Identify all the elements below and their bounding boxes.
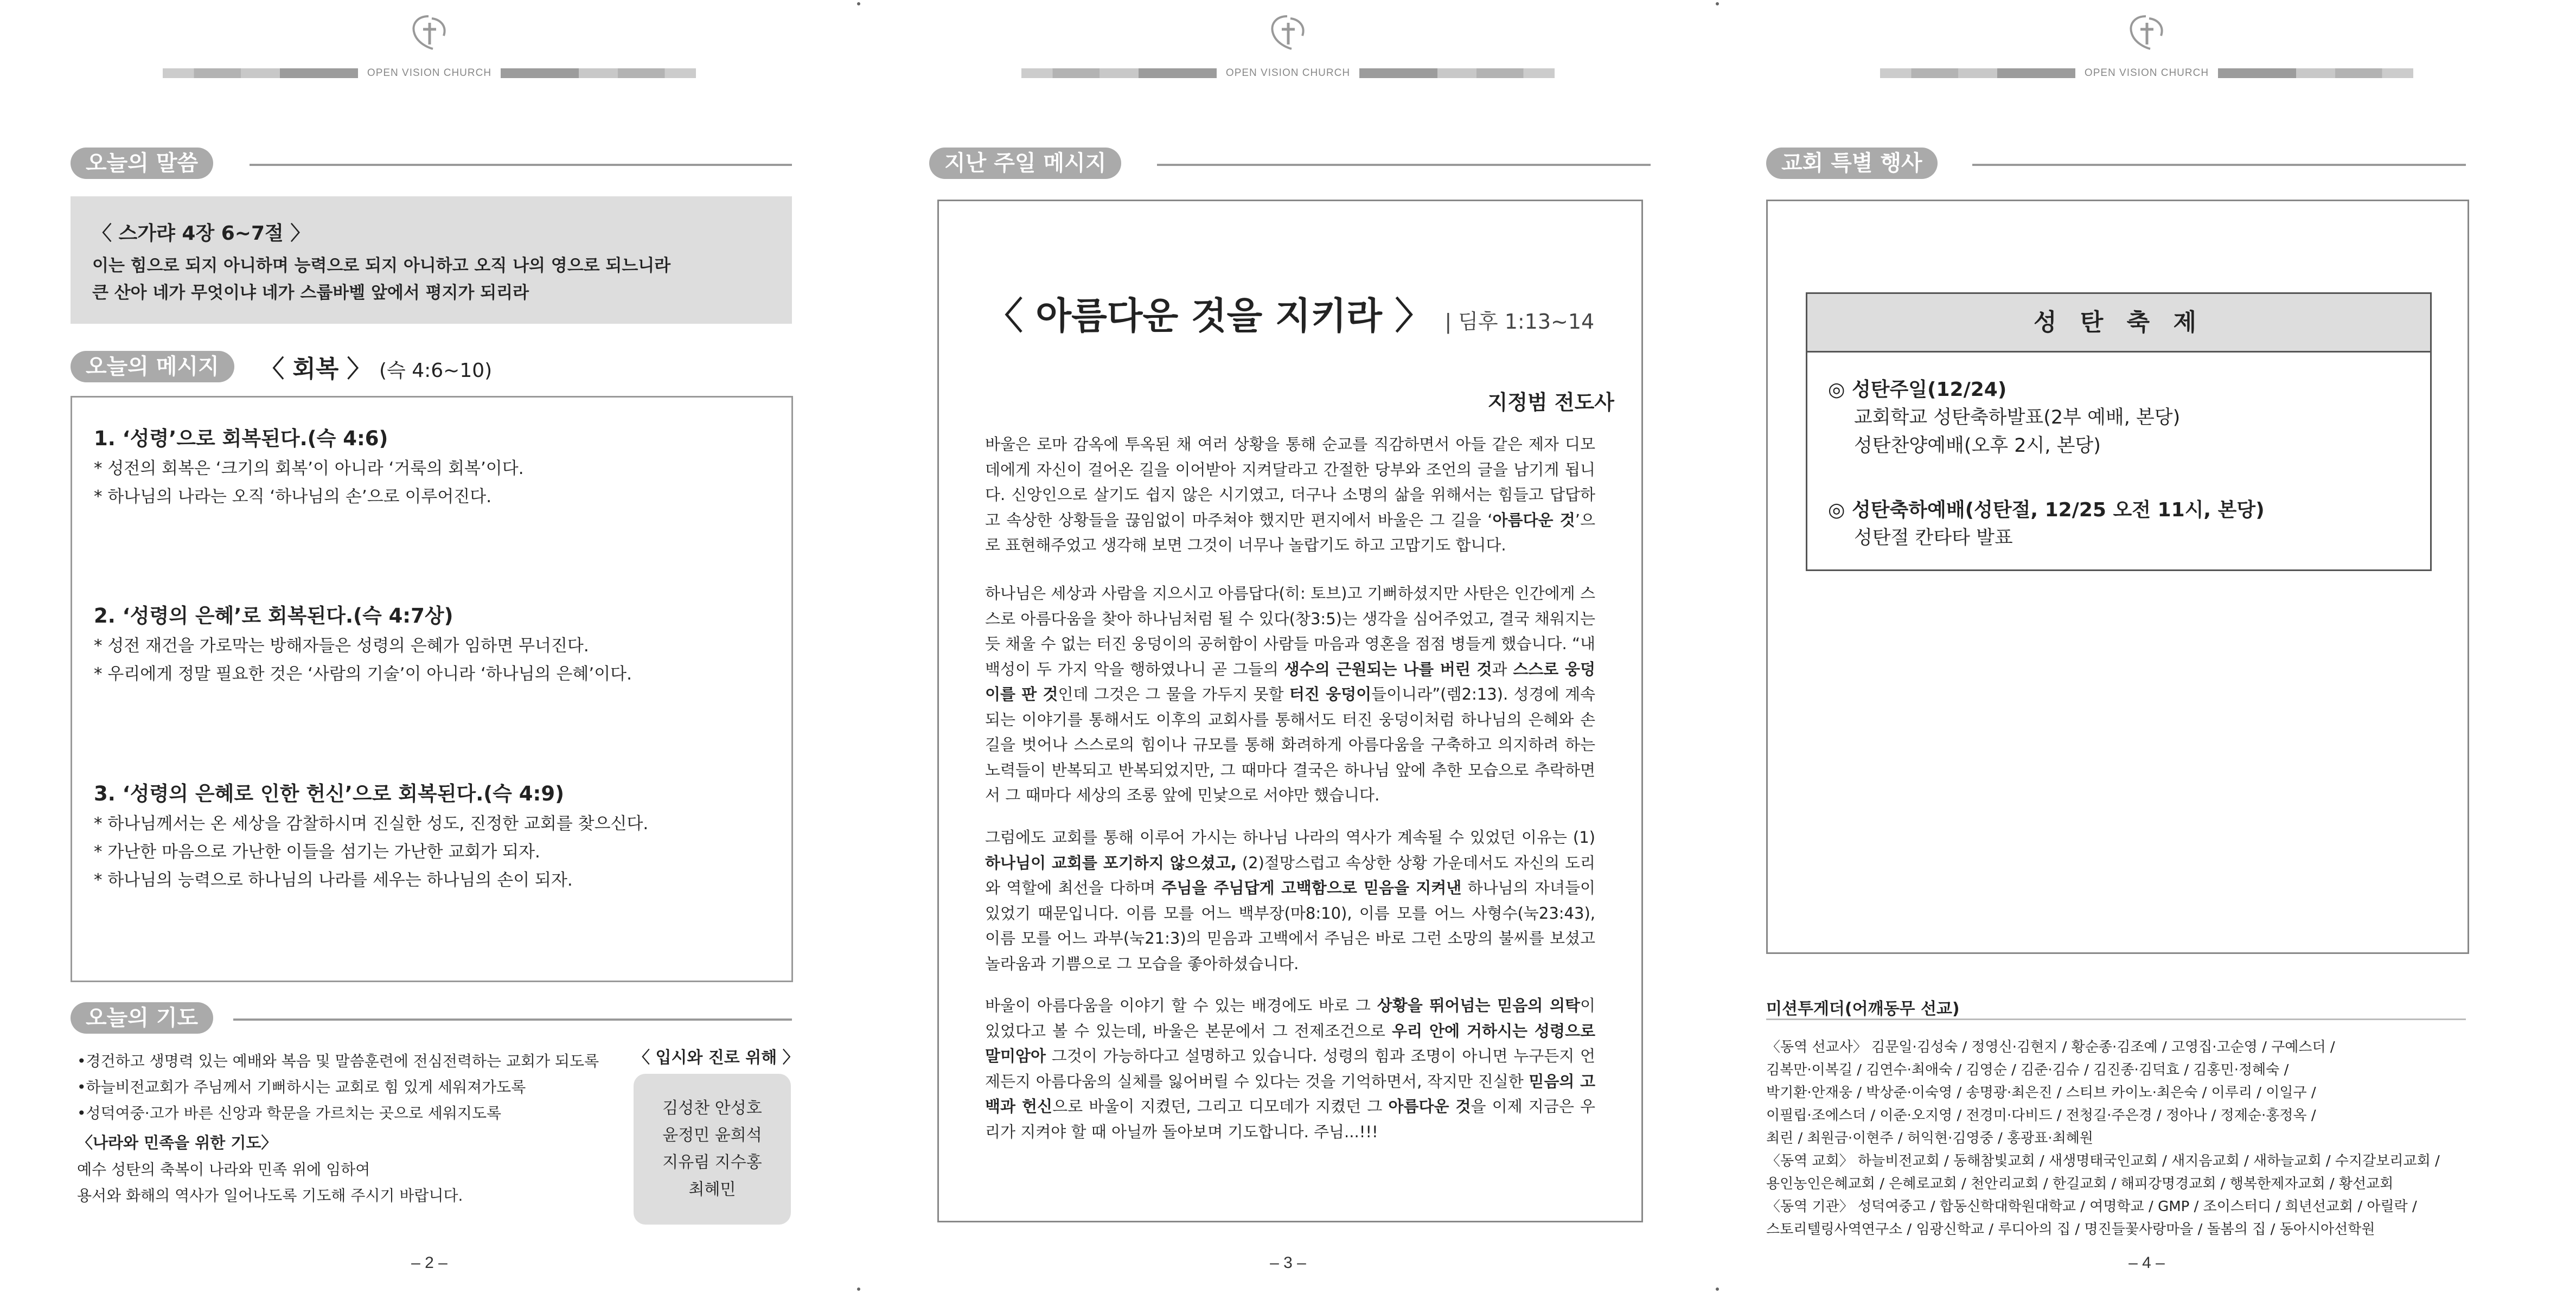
section-title: 오늘의 말씀 — [71, 148, 213, 179]
section-title: 지난 주일 메시지 — [929, 148, 1121, 179]
name-line: 윤정민 윤희석 — [662, 1126, 762, 1145]
point-bullet: * 성전 재건을 가로막는 방해자들은 성령의 은혜가 임하면 무너진다. — [94, 636, 589, 656]
christmas-event-card — [1806, 292, 2432, 571]
mission-line: 김복만·이복길 / 김연수·최애숙 / 김영순 / 김준·김슈 / 김진종·김덕효 / 김홍민·정혜숙 / — [1766, 1062, 2289, 1078]
prayer-item: •하늘비전교회가 주님께서 기뻐하시는 교회로 힘 있게 세워져가도록 — [77, 1078, 526, 1096]
point-bullet: * 하나님의 나라는 오직 ‘하나님의 손’으로 이루어진다. — [94, 487, 492, 507]
verse-reference: 〈 스가랴 4장 6~7절 〉 — [92, 222, 310, 245]
page-3 — [859, 0, 1717, 1294]
prayer-item: •성덕여중·고가 바른 신앙과 학문을 가르치는 곳으로 세워지도록 — [77, 1104, 502, 1122]
church-name: OPEN VISION CHURCH — [367, 67, 492, 79]
sermon-paragraph: 하나님은 세상과 사람을 지으시고 아름답다(히: 토브)고 기뻐하셨지만 사탄은 인간에게 스스로 아름다움을 찾아 하나님처럼 될 수 있다(창3:5)는 생각을 심어주었고, 결국 채워지는 듯 채울 수 없는 터진 웅덩이의 공허함이 사람들 마음과 영혼을 점점 병들게 했습니다. “내 백성이 두 가지 악을 행하였나니 곧 그들의 생수의 근원되는 나를 버린 것과 스스로 웅덩이를 판 것인데 그것은 그 물을 가두지 못할 터진 웅덩이들이니라”(렘2:13). 성경에 계속되는 이야기를 통해서도 이후의 교회사를 통해서도 터진 웅덩이처럼 하나님의 은혜와 손길을 벗어나 스스로의 힘이나 규모를 통해 화려하게 아름다움을 구축하고 의지하려 하는 노력들이 반복되고 반복되었지만, 그 때마다 결국은 하나님 앞에 추한 모습으로 추락하면서 그 때마다 세상의 조롱 앞에 민낯으로 서야만 했습니다. — [985, 584, 1596, 804]
event-item-line: 교회학교 성탄축하발표(2부 예배, 본당) — [1854, 407, 2181, 428]
section-header-last-message — [929, 148, 1651, 179]
mission-line: 〈동역 교회〉 하늘비전교회 / 동해참빛교회 / 새생명태국인교회 / 새지음교회 / 새하늘교회 / 수지갈보리교회 / — [1766, 1153, 2440, 1169]
section-header-message — [71, 351, 250, 382]
section-header-prayer — [71, 1002, 792, 1034]
mission-line: 이필립·조에스더 / 이준·오지영 / 전경미·다비드 / 전청길·주은경 / 정아나 / 정제순·홍정옥 / — [1766, 1107, 2316, 1124]
event-item-line: 성탄절 칸타타 발표 — [1854, 527, 2013, 549]
entrance-prayer-title: 〈 입시와 진로 위해 〉 — [634, 1048, 799, 1067]
mission-divider — [1766, 1018, 2466, 1020]
verse-box — [71, 196, 792, 324]
point-bullet: * 성전의 회복은 ‘크기의 회복’이 아니라 ‘거룩의 회복’이다. — [94, 459, 524, 478]
name-line: 지유림 지수홍 — [662, 1153, 762, 1172]
point-bullet: * 하나님께서는 온 세상을 감찰하시며 진실한 성도, 진정한 교회를 찾으신다. — [94, 814, 649, 834]
page-2 — [0, 0, 859, 1294]
page-number: – 4 – — [2128, 1254, 2165, 1272]
point-title: 1. ‘성령’으로 회복된다.(슥 4:6) — [94, 427, 388, 450]
entrance-names-box — [634, 1074, 791, 1225]
name-line: 김성찬 안성호 — [662, 1099, 762, 1118]
point-bullet: * 하나님의 능력으로 하나님의 나라를 세우는 하나님의 손이 되자. — [94, 870, 573, 890]
prayer-item: •경건하고 생명력 있는 예배와 복음 및 말씀훈련에 전심전력하는 교회가 되도록 — [77, 1052, 599, 1070]
sermon-author: 지정범 전도사 — [1487, 390, 1614, 414]
section-title: 오늘의 메시지 — [71, 351, 234, 382]
section-header-events — [1766, 148, 2466, 179]
page-header — [859, 12, 1717, 79]
point-title: 2. ‘성령의 은혜’로 회복된다.(슥 4:7상) — [94, 604, 453, 627]
church-logo-icon — [407, 12, 452, 53]
nation-prayer-line: 예수 성탄의 축복이 나라와 민족 위에 임하여 — [77, 1161, 370, 1178]
mission-line: 〈동역 기관〉 성덕여중고 / 합동신학대학원대학교 / 여명학교 / GMP / 조이스터디 / 희년선교회 / 아릴락 / — [1766, 1199, 2417, 1215]
mission-line: 스토리텔링사역연구소 / 임광신학교 / 루디아의 집 / 명진들꽃사랑마을 / 돌봄의 집 / 동아시아선학원 — [1766, 1221, 2375, 1238]
message-reference: (슥 4:6~10) — [379, 360, 493, 382]
sermon-title: 〈 아름다운 것을 지키라 〉 | 딤후 1:13~14 — [986, 295, 1595, 338]
church-logo-icon — [1265, 12, 1311, 53]
section-title: 교회 특별 행사 — [1766, 148, 1938, 179]
message-title: 〈 회복 〉 (슥 4:6~10) — [260, 355, 493, 383]
sermon-box — [937, 200, 1643, 1222]
point-title: 3. ‘성령의 은혜로 인한 헌신’으로 회복된다.(슥 4:9) — [94, 782, 564, 805]
page-header — [0, 12, 859, 79]
page-number: – 2 – — [411, 1254, 448, 1272]
mission-line: 박기환·안재웅 / 박상준·이숙영 / 송명광·최은진 / 스티브 카이노·최은숙 / 이루리 / 이일구 / — [1766, 1085, 2316, 1101]
point-bullet: * 우리에게 정말 필요한 것은 ‘사람의 기술’이 아니라 ‘하나님의 은혜’이다. — [94, 664, 632, 684]
point-bullet: * 가난한 마음으로 가난한 이들을 섬기는 가난한 교회가 되자. — [94, 842, 540, 862]
church-name: OPEN VISION CHURCH — [2084, 67, 2209, 79]
church-logo-icon — [2124, 12, 2170, 53]
section-header-word — [71, 148, 792, 179]
sermon-paragraph: 바울이 아름다움을 이야기 할 수 있는 배경에도 바로 그 상황을 뛰어넘는 믿음의 의탁이 있었다고 볼 수 있는데, 바울은 본문에서 그 전제조건으로 우리 안에 거하시는 성령으로 말미암아 그것이 가능하다고 설명하고 있습니다. 성령의 힘과 조명이 아니면 누구든지 언제든지 아름다움의 실체를 잃어버릴 수 있다는 것을 기억하면서, 작지만 진실한 믿음의 고백과 헌신으로 바울이 지켰던, 그리고 디모데가 지켰던 그 아름다운 것을 이제 지금은 우리가 지켜야 할 때 아닐까 돌아보며 기도합니다. 주님...!!! — [985, 996, 1595, 1141]
sermon-bible-ref: | 딤후 1:13~14 — [1444, 310, 1595, 334]
name-line: 최혜민 — [688, 1180, 736, 1199]
mission-line: 최린 / 최원금·이현주 / 허익현·김영중 / 홍광표·최혜원 — [1766, 1130, 2093, 1146]
event-item-line: 성탄찬양예배(오후 2시, 본당) — [1854, 435, 2101, 457]
event-title: 성 탄 축 제 — [1807, 294, 2430, 353]
message-box — [71, 396, 793, 982]
events-box — [1766, 200, 2469, 954]
page-header — [1717, 12, 2576, 79]
verse-line: 이는 힘으로 되지 아니하며 능력으로 되지 아니하고 오직 나의 영으로 되느니라 — [92, 256, 671, 276]
event-item-title: ◎ 성탄축하예배(성탄절, 12/25 오전 11시, 본당) — [1828, 499, 2265, 521]
nation-prayer-title: 〈나라와 민족을 위한 기도〉 — [77, 1133, 277, 1152]
event-item-title: ◎ 성탄주일(12/24) — [1828, 379, 2007, 401]
mission-line: 용인농인은혜교회 / 은혜로교회 / 천안리교회 / 한길교회 / 해피강명경교회 / 행복한제자교회 / 황선교회 — [1766, 1176, 2394, 1192]
mission-header: 미션투게더(어깨동무 선교) — [1766, 1000, 1960, 1018]
page-number: – 3 – — [1270, 1254, 1306, 1272]
verse-line: 큰 산아 네가 무엇이냐 네가 스룹바벨 앞에서 평지가 되리라 — [92, 283, 529, 303]
church-name: OPEN VISION CHURCH — [1225, 67, 1351, 79]
mission-line: 〈동역 선교사〉 김문일·김성숙 / 정영신·김현지 / 황순종·김조예 / 고영집·고순영 / 구예스더 / — [1766, 1039, 2335, 1055]
nation-prayer-line: 용서와 화해의 역사가 일어나도록 기도해 주시기 바랍니다. — [77, 1187, 463, 1205]
sermon-paragraph: 바울은 로마 감옥에 투옥된 채 여러 상황을 통해 순교를 직감하면서 아들 같은 제자 디모데에게 자신이 걸어온 길을 이어받아 지켜달라고 간절한 당부와 조언의 글을 남기게 됩니다. 신앙인으로 살기도 쉽지 않은 시기였고, 더구나 소명의 삶을 위해서는 힘들고 답답하고 속상한 상황들을 끊임없이 마주쳐야 했지만 편지에서 바울은 그 길을 ‘아름다운 것’으로 표현해주었고 생각해 보면 그것이 너무나 놀랍기도 하고 고맙기도 합니다. — [985, 435, 1596, 554]
section-title: 오늘의 기도 — [71, 1002, 213, 1034]
page-4 — [1717, 0, 2576, 1294]
sermon-paragraph: 그럼에도 교회를 통해 이루어 가시는 하나님 나라의 역사가 계속될 수 있었던 이유는 (1)하나님이 교회를 포기하지 않으셨고, (2)절망스럽고 속상한 상황 가운데서도 자신의 도리와 역할에 최선을 다하며 주님을 주님답게 고백함으로 믿음을 지켜낸 하나님의 자녀들이 있었기 때문입니다. 이름 모를 어느 백부장(마8:10), 이름 모를 어느 사형수(눅23:43), 이름 모를 어느 과부(눅21:3)의 믿음과 고백에서 주님은 바로 그런 소망의 불씨를 보셨고 놀라움과 기쁨으로 그 모습을 좋아하셨습니다. — [985, 828, 1595, 973]
